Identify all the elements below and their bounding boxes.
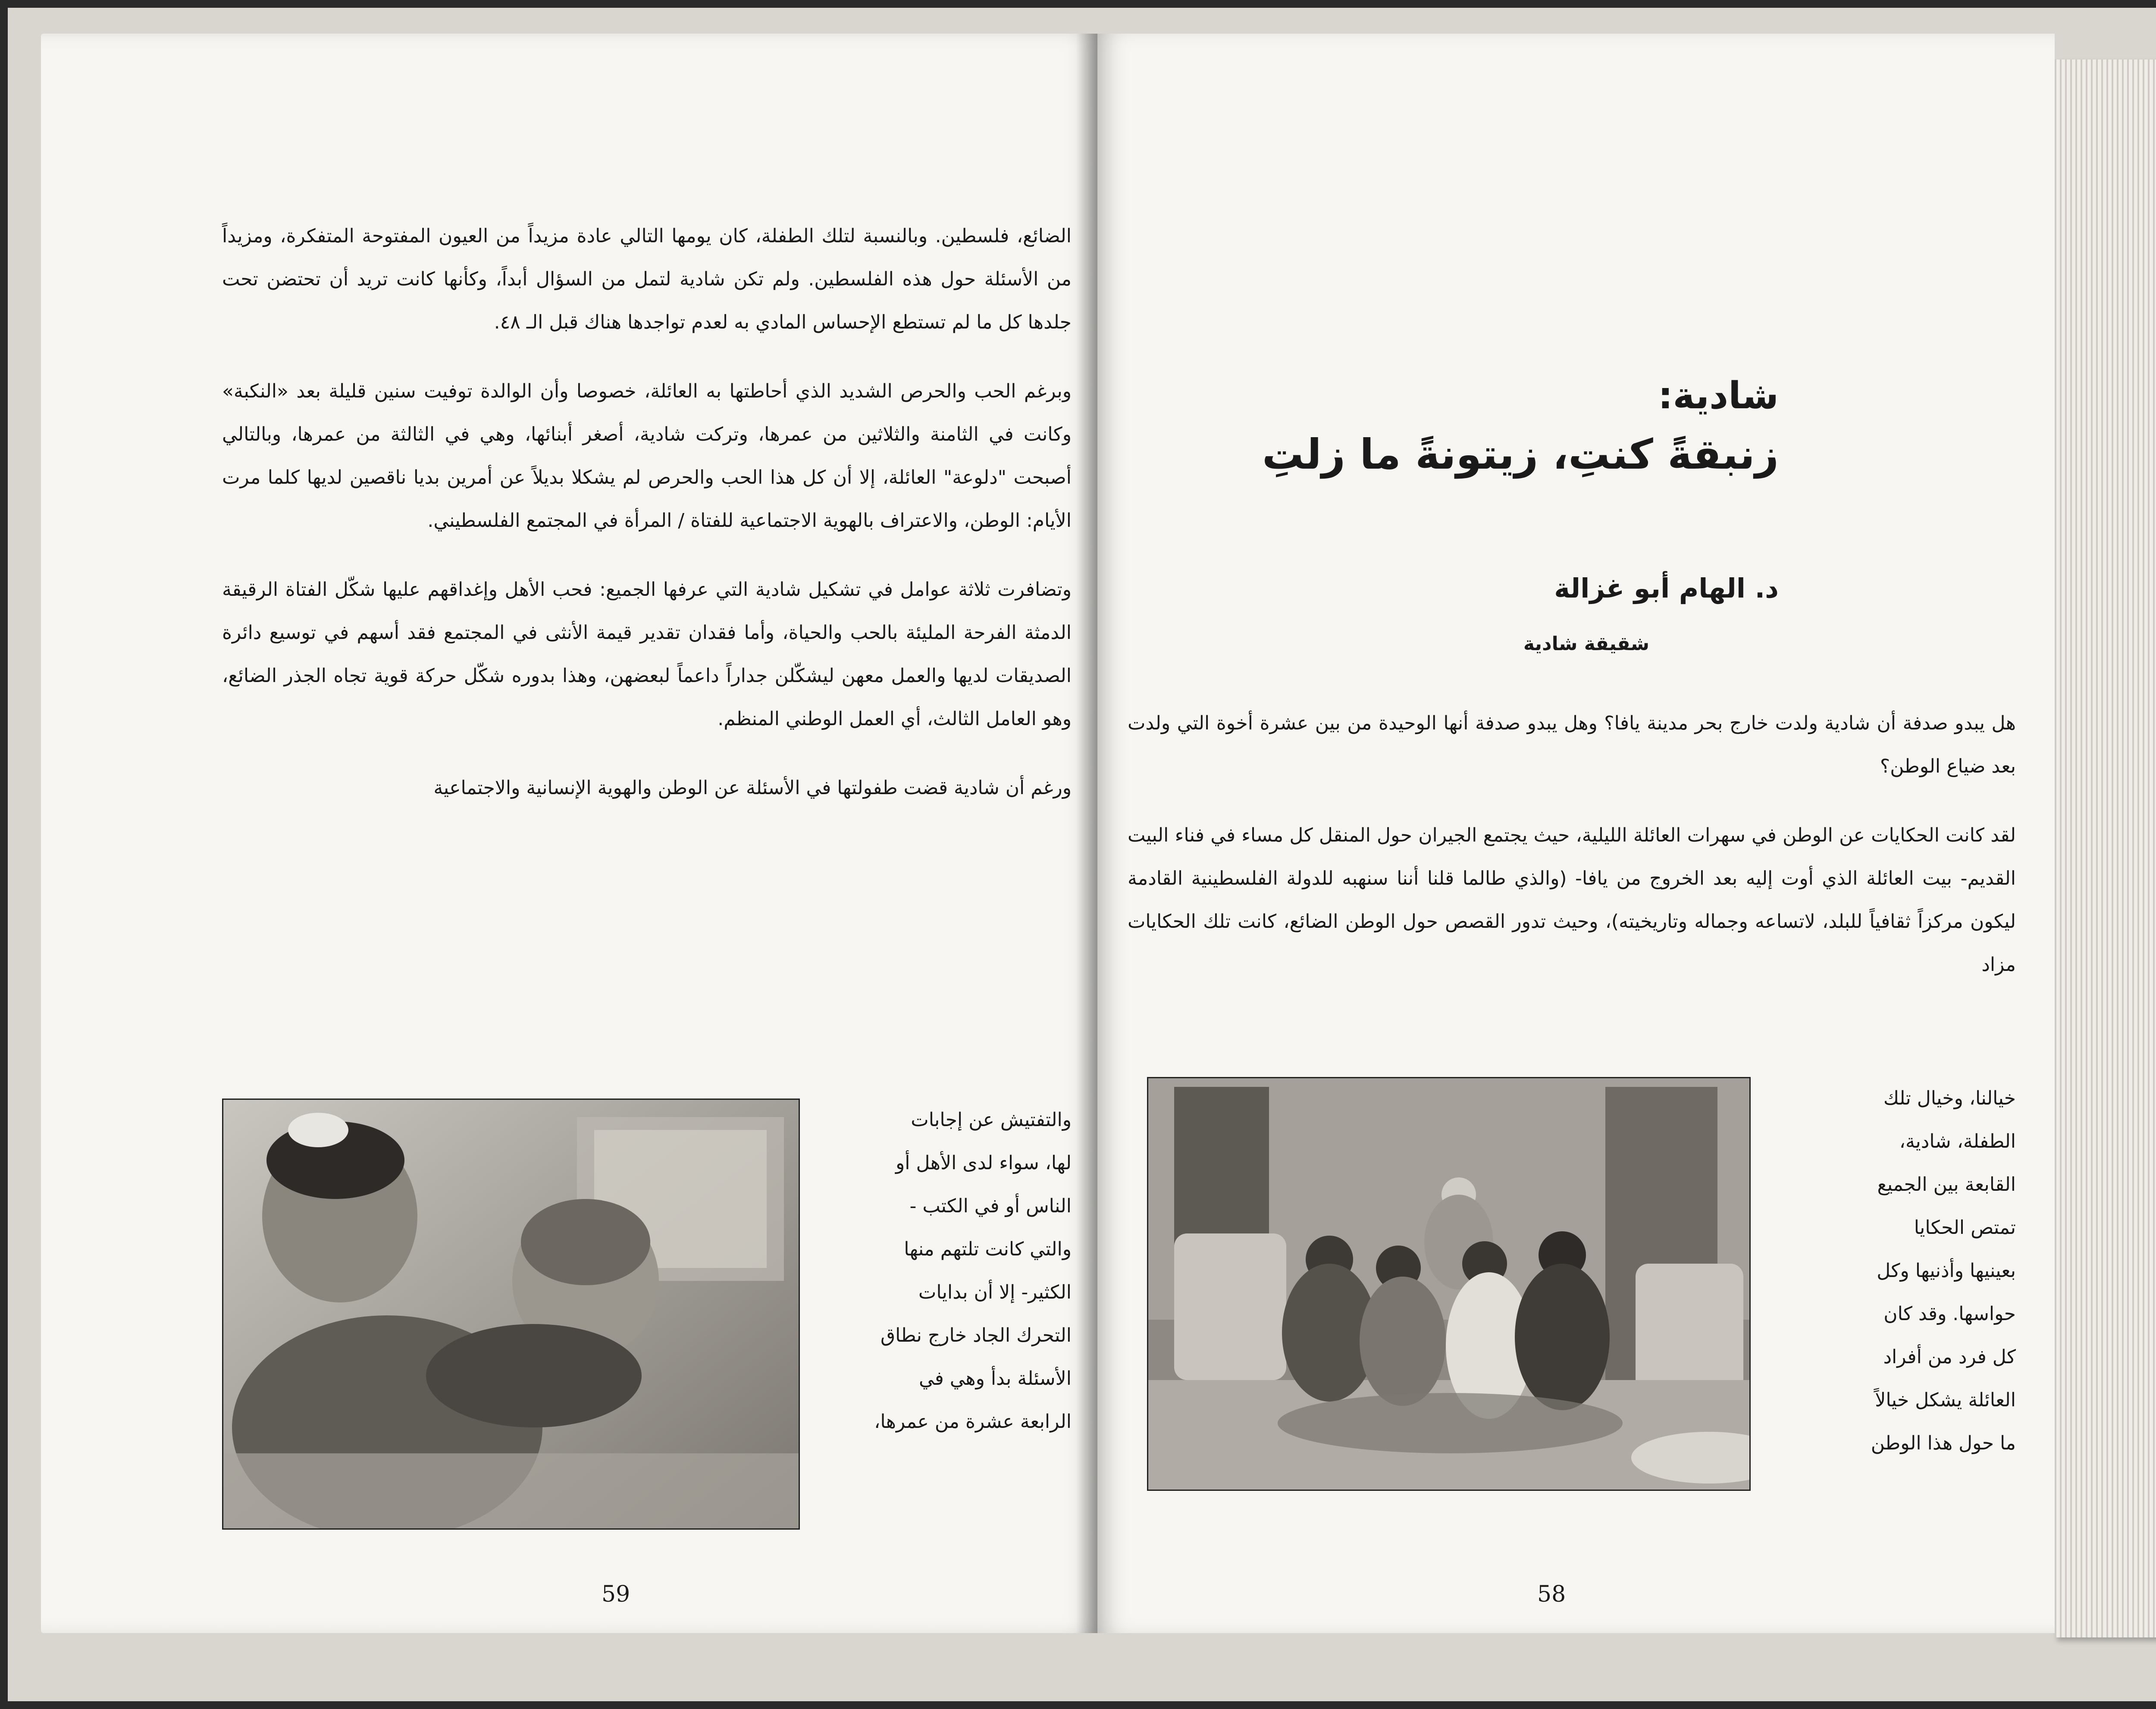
right-wrap-line: كل فرد من أفراد xyxy=(1883,1346,2016,1368)
chapter-title-line2: زنبقةً كنتِ، زيتونةً ما زلتِ xyxy=(1262,430,1779,479)
left-paragraph-3: وتضافرت ثلاثة عوامل في تشكيل شادية التي عرفها الجميع: فحب الأهل وإغداقهم عليها شكّل الفتاة الرقيقة الدمثة الفرحة المليئة بالحب والحياة، وأما فقدان تقدير قيمة الأنثى في المجتمع فقد أسهم في توسيع دائرة الصديقات لديها والعمل معهن ليشكّلن جداراً داعماً لبعضهن، وهذا بدوره شكّل حركة قوية تجاه الجذر الضائع، وهو العامل الثالث، أي العمل الوطني المنظم. xyxy=(222,579,1072,730)
left-wrap-line: التحرك الجاد خارج نطاق xyxy=(881,1324,1072,1346)
open-book xyxy=(41,34,2156,1659)
page-edges xyxy=(2055,59,2156,1637)
left-wrap-line: الناس أو في الكتب - xyxy=(909,1195,1072,1217)
chapter-title-line1: شادية: xyxy=(1658,374,1779,417)
right-wrap-line: خيالنا، وخيال تلك xyxy=(1883,1087,2016,1109)
photo-woman-with-baby xyxy=(222,1099,800,1530)
author-name: د. الهام أبو غزالة xyxy=(1554,573,1779,604)
right-paragraph-2: لقد كانت الحكايات عن الوطن في سهرات العائلة الليلية، حيث يجتمع الجيران حول المنقل كل مساء في فناء البيت القديم- بيت العائلة الذي أوت إليه بعد الخروج من يافا- (والذي طالما قلنا أننا سنهبه للدولة الفلسطينية القادمة ليكون مركزاً ثقافياً للبلد، لاتساعه وجماله وتاريخيته)، وحيث تدور القصص حول الوطن الضائع، كانت تلك الحكايات مزاد xyxy=(1128,824,2016,976)
left-wrap-line: لها، سواء لدى الأهل أو xyxy=(895,1152,1072,1174)
right-wrap-line: حواسها. وقد كان xyxy=(1883,1303,2016,1325)
left-page-body xyxy=(222,215,1072,810)
right-page xyxy=(1097,34,2055,1633)
right-paragraph-1: هل يبدو صدفة أن شادية ولدت خارج بحر مدينة يافا؟ وهل يبدو صدفة أنها الوحيدة من بين عشرة أخوة التي ولدت بعد ضياع الوطن؟ xyxy=(1128,712,2016,777)
left-wrap-line: والتفتيش عن إجابات xyxy=(911,1109,1072,1131)
left-paragraph-4: ورغم أن شادية قضت طفولتها في الأسئلة عن الوطن والهوية الإنسانية والاجتماعية xyxy=(433,777,1072,799)
left-wrap-line: والتي كانت تلتهم منها xyxy=(904,1238,1072,1260)
left-paragraph-1: الضائع، فلسطين. وبالنسبة لتلك الطفلة، كان يومها التالي عادة مزيداً من العيون المفتوحة المتفكرة، ومزيداً من الأسئلة حول هذه الفلسطين. ولم تكن شادية لتمل من السؤال أبداً، وكأنها كانت تريد أن تحتضن تحت جلدها كل ما لم تستطع الإحساس المادي به لعدم تواجدها هناك قبل الـ ٤٨. xyxy=(222,225,1072,333)
right-wrap-line: القابعة بين الجميع xyxy=(1877,1174,2016,1196)
right-wrap-line: تمتص الحكايا xyxy=(1914,1217,2016,1239)
right-page-body xyxy=(1128,702,2016,986)
author-role: شقيقة شادية xyxy=(1523,633,1649,655)
left-paragraph-2: وبرغم الحب والحرص الشديد الذي أحاطتها به العائلة، خصوصا وأن الوالدة توفيت سنين قليلة بعد «النكبة» وكانت في الثامنة والثلاثين من عمرها، وتركت شادية، أصغر أبنائها، وهي في الثالثة من عمرها، وبالتالي أصبحت "دلوعة" العائلة، إلا أن كل هذا الحب والحرص لم يشكلا بديلاً عن أمرين بديا ناقصين لديها كلما مرت الأيام: الوطن، والاعتراف بالهوية الاجتماعية للفتاة / المرأة في المجتمع الفلسطيني. xyxy=(222,380,1072,532)
photo-family-group xyxy=(1147,1077,1751,1491)
right-wrap-text xyxy=(1766,1077,2016,1465)
photo-woman-with-baby-image xyxy=(223,1100,800,1530)
left-wrap-line: الأسئلة بدأ وهي في xyxy=(919,1368,1072,1390)
page-number-right: 58 xyxy=(1537,1581,1566,1607)
right-wrap-line: بعينيها وأذنيها وكل xyxy=(1877,1260,2016,1282)
left-page xyxy=(41,34,1097,1633)
right-wrap-line: ما حول هذا الوطن xyxy=(1871,1432,2016,1454)
right-wrap-line: العائلة يشكل خيالاً xyxy=(1875,1389,2016,1411)
page-number-left: 59 xyxy=(602,1581,630,1607)
left-wrap-line: الرابعة عشرة من عمرها، xyxy=(874,1411,1072,1433)
photo-family-group-image xyxy=(1148,1078,1751,1491)
right-wrap-line: الطفلة، شادية، xyxy=(1899,1130,2016,1152)
left-wrap-line: الكثير- إلا أن بدايات xyxy=(918,1281,1072,1303)
left-wrap-text xyxy=(817,1099,1072,1443)
